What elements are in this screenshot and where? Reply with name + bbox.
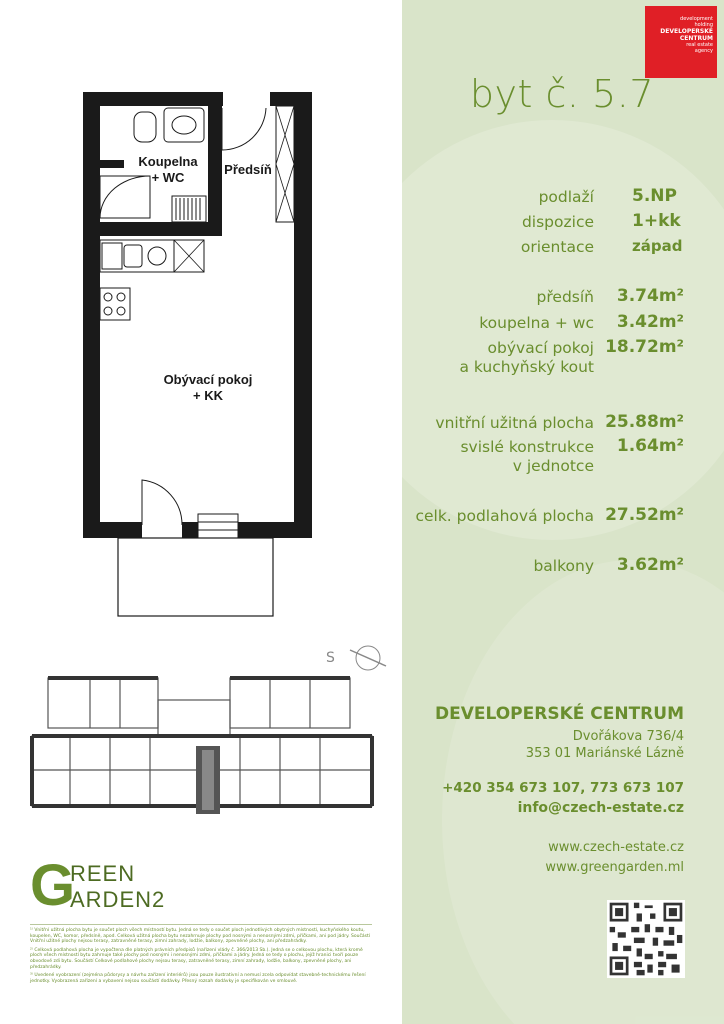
wall [208, 106, 222, 236]
floor-plan [0, 0, 402, 640]
compass-icon [350, 646, 386, 670]
brand-line: agency [694, 48, 713, 54]
room-label-living-2: + KK [193, 388, 223, 403]
sink [164, 108, 204, 142]
green-garden-icon [30, 855, 230, 915]
brand-line: real estate [686, 42, 713, 48]
bath-label: koupelna + wc [479, 314, 594, 332]
footnote-2: ²⁾ Celková podlahová plocha je vypočtena dle platných právních předpisů (nařízení vlády č. 366/2013 Sb.). Jedná se o celkovou plochu, která kromě ploch všech místností bytu zahrnuje také plochy pod nosnými i nenosnými zdmi, příčkami a jádry. Jedná se tedy o plochu, jejíž hranici tvoří pouze obvodové zdi bytu. Součástí Celkové podlahové plochy nejsou terasy, zatravněné terasy, zimní zahrady, lodžie, balkony, zpevněné plochy, ani předzahrádky. [30, 947, 363, 970]
living-value: 18.72m² [605, 337, 684, 357]
brand-line: holding [694, 22, 713, 28]
total-area-label: celk. podlahová plocha [415, 507, 594, 525]
living-label-2: a kuchyňský kout [459, 358, 594, 376]
balcony-door [142, 518, 182, 538]
company-city: 353 01 Mariánské Lázně [525, 746, 684, 761]
floor-label: podlaží [538, 188, 594, 206]
brand-line: development [680, 16, 713, 22]
orientation-value: západ [632, 237, 683, 255]
wall [294, 92, 312, 538]
web-link-1[interactable]: www.czech-estate.cz [548, 840, 684, 855]
web-link-2[interactable]: www.greengarden.ml [545, 860, 684, 875]
structures-label-2: v jednotce [512, 457, 594, 475]
structures-value: 1.64m² [616, 436, 684, 456]
hall-label: předsíň [536, 288, 594, 306]
apartment-title: byt č. 5.7 [469, 72, 654, 116]
building-overview [0, 640, 402, 815]
svg-text:ARDEN2: ARDEN2 [70, 887, 166, 912]
hall-value: 3.74m² [616, 286, 684, 306]
toilet [134, 112, 156, 142]
bath-value: 3.42m² [616, 312, 684, 332]
footnote-3: ³⁾ Uvedené vyobrazení (zejména půdorysy a návrhu zařízení interiérů) jsou pouze ilustrativní a nemusí zcela odpovídat stavebně-technickému řešení jednotky. Vyobrazená zařízení a vybavení nejsou součástí dodávky. Přesný rozsah dodávky je specifikován ve smlouvě. [30, 973, 366, 984]
layout-value: 1+kk [632, 211, 681, 231]
footnote-1: ¹⁾ Vnitřní užitná plocha bytu je součet ploch všech místností bytu. Jedná se tedy o součet ploch jednotlivých obytných místností, kuchyňského koutu, koupelen, WC, komor, předsíně, apod. Celková užitná plocha bytu nezahrnuje plochy pod nosnými a nenosnými zdmi, příčkami, ani pod jádry. Součástí Vnitřní užitné plochy nejsou terasy, zatravněné terasy, zimní zahrady, lodžie, balkony, zpevněné plochy, ani předzahrádky. [30, 928, 371, 945]
room-label-living: Obývací pokoj [163, 372, 253, 387]
wall [83, 92, 223, 106]
window [198, 514, 238, 538]
floor-value: 5.NP [632, 186, 677, 206]
company-name: DEVELOPERSKÉ CENTRUM [434, 704, 684, 724]
wall [100, 222, 222, 236]
phone-numbers[interactable]: +420 354 673 107, 773 673 107 [442, 780, 684, 796]
qr-code[interactable] [607, 900, 685, 978]
svg-text:G: G [30, 855, 76, 915]
svg-text:REEN: REEN [70, 861, 136, 886]
balcony [118, 538, 273, 616]
balcony-label: balkony [533, 557, 594, 575]
wall [100, 160, 124, 168]
brand-name: DEVELOPERSKÉ [660, 28, 713, 35]
brand-logo [645, 6, 717, 78]
compass-label: S [326, 650, 335, 666]
layout-label: dispozice [521, 213, 594, 231]
radiator [172, 196, 206, 222]
green-garden-logo [30, 855, 230, 919]
inner-area-value: 25.88m² [605, 412, 684, 432]
living-label: obývací pokoj [487, 339, 594, 357]
unit-highlight [202, 750, 214, 810]
company-street: Dvořákova 736/4 [572, 729, 684, 744]
structures-label: svislé konstrukce [460, 438, 594, 456]
total-area-value: 27.52m² [605, 505, 684, 525]
room-label-bath-2: + WC [151, 170, 185, 185]
inner-area-label: vnitřní užitná plocha [435, 414, 594, 432]
brand-name: CENTRUM [679, 35, 713, 42]
footnotes [30, 924, 372, 984]
balcony-value: 3.62m² [616, 555, 684, 575]
room-label-hall: Předsíň [224, 162, 272, 177]
orientation-label: orientace [520, 238, 594, 256]
room-label-bath: Koupelna [138, 154, 198, 169]
email-link[interactable]: info@czech-estate.cz [517, 800, 684, 816]
kitchen-counter [100, 240, 204, 272]
wardrobe [276, 106, 294, 222]
wall [83, 92, 100, 538]
cooktop [100, 288, 130, 320]
shower [100, 176, 150, 218]
qr-icon [607, 900, 685, 978]
